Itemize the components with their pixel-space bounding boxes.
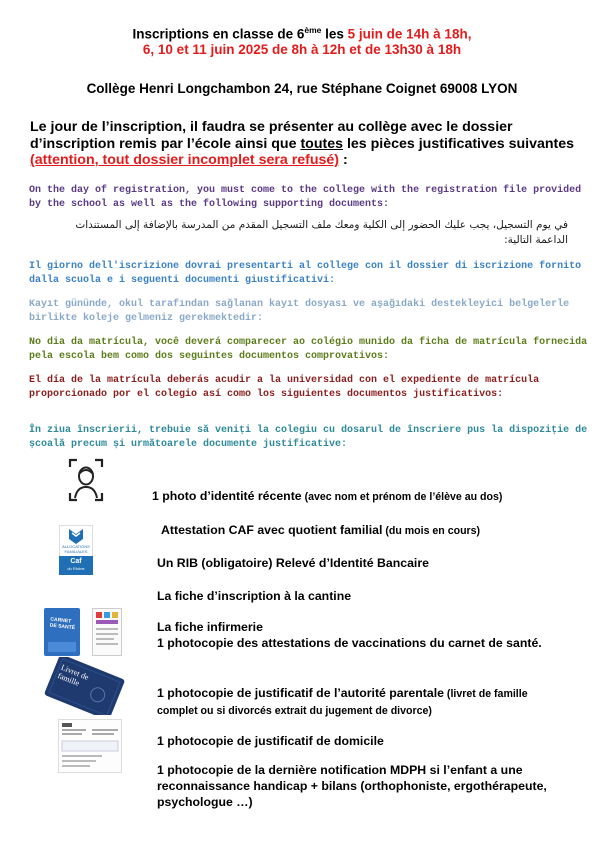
intro-warning: (attention, tout dossier incomplet sera refusé) [30,152,340,168]
caf-line-2: FAMILIALES [64,549,88,554]
header-line1-prefix: Inscriptions en classe de 6 [132,26,305,42]
doc-note: (livret de famille complet ou si divorcés extrait du jugement de divorce) [157,688,528,717]
doc-main: 1 photocopie de justificatif de l’autorité parentale [157,686,444,700]
caf-line-3: Caf [70,558,82,565]
id-photo-icon [68,458,104,502]
family-booklet-label: Livret de famille [56,662,91,688]
doc-main: 1 photo d’identité récente [152,489,302,503]
header-line1-date: 5 juin de 14h à 18h, [347,26,472,42]
translation-spanish: El día de la matrícula deberás acudir a la universidad con el expediente de matrícula proporcionado por el colegio así como los siguientes documentos justificativos: [29,375,540,401]
health-booklet-icon [44,608,80,656]
doc-item-photo [152,488,592,505]
doc-item-parental-authority [157,685,552,719]
translation-turkish: Kayıt gününde, okul tarafından sağlanan kayıt dosyası ve aşağıdaki destekleyici belgelerle birlikte koleje gelmeniz gerekmektedir: [29,299,570,325]
header-superscript: ème [304,25,322,35]
intro-part2: les pièces justificatives suivantes [343,135,575,152]
caf-line-4: du Rhône [67,566,85,571]
doc-item-cantine: La fiche d’inscription à la cantine [157,589,352,603]
family-booklet-icon [40,657,128,715]
doc-main: Attestation CAF avec quotient familial [161,523,383,537]
translation-romanian: În ziua înscrierii, trebuie să veniți la colegiu cu dosarul de înscriere pus la dispoziție de școală precum și următoarele documente justificative: [29,425,588,451]
medical-form-icon [92,608,122,656]
translation-italian: Il giorno dell'iscrizione dovrai presentarti al college con il dossier di iscrizione fornito dalla scuola e i seguenti documenti giustificativi: [29,261,582,287]
doc-item-domicile: 1 photocopie de justificatif de domicile [157,734,384,748]
header-line1-mid: les [321,26,348,42]
caf-logo-icon [59,525,93,575]
doc-note: (du mois en cours) [382,525,481,537]
intro-underlined: toutes [300,135,343,152]
doc-item-vaccinations: 1 photocopie des attestations de vaccinations du carnet de santé. [157,636,542,650]
doc-item-caf [161,522,591,539]
doc-item-rib: Un RIB (obligatoire) Relevé d’Identité Bancaire [157,556,429,570]
doc-item-infirmerie: La fiche infirmerie [157,620,263,634]
header-line-2: 6, 10 et 11 juin 2025 de 8h à 12h et de 13h30 à 18h [142,42,462,57]
translation-arabic: في يوم التسجيل، يجب عليك الحضور إلى الكلية ومعك ملف التسجيل المقدم من المدرسة بالإضافة إلى المستندات الداعمة التالية: [75,219,568,246]
doc-note: (avec nom et prénom de l’élève au dos) [301,491,503,503]
health-booklet-label: CARNET DE SANTÉ [49,616,76,632]
caf-line-1: ALLOCATIONS [62,544,90,549]
proof-of-address-icon [58,719,122,773]
college-address: Collège Henri Longchambon 24, rue Stéphane Coignet 69008 LYON [86,81,518,96]
intro-part1: Le jour de l’inscription, il faudra se présenter au collège avec le dossier d’inscription remis par l’école ainsi que [30,119,513,152]
doc-item-mdph: 1 photocopie de la dernière notification MDPH si l’enfant a une reconnaissance handicap + bilans (orthophoniste, ergothérapeute, psychologue …) [157,763,547,809]
intro-paragraph [30,119,595,169]
translation-portuguese: No dia da matrícula, você deverá comparecer ao colégio munido da ficha de matrícula fornecida pela escola bem como dos seguintes documentos comprovativos: [29,337,588,363]
intro-end: : [339,152,348,168]
translation-english: On the day of registration, you must come to the college with the registration file provided by the school as well as the following supporting documents: [29,185,582,211]
